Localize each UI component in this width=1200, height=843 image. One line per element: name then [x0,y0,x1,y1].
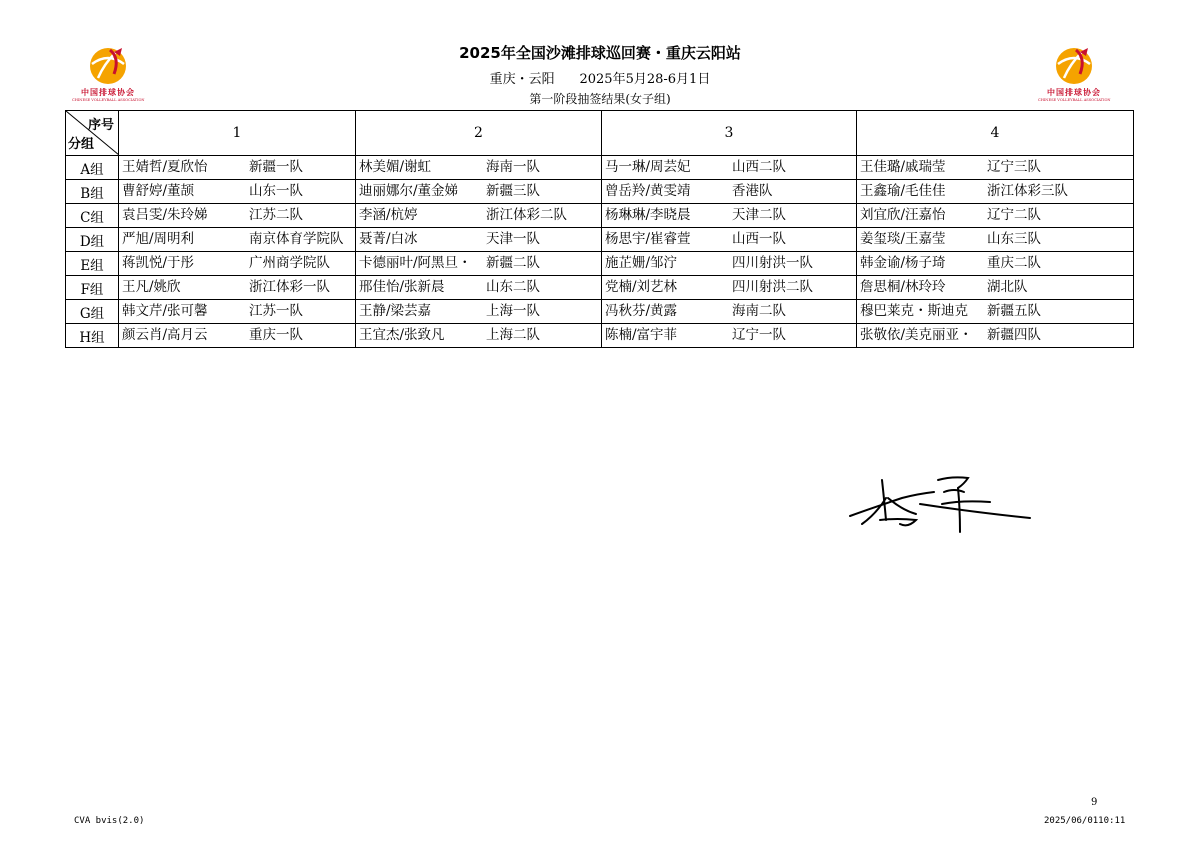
draw-cell [119,204,356,228]
player-pair: 袁吕雯/朱玲娣 [122,207,208,223]
player-pair: 施芷姗/邹泞 [605,255,678,271]
team-name: 上海一队 [486,303,540,319]
software-version: CVA bvis(2.0) [74,816,145,826]
draw-cell [857,252,1134,276]
team-name: 海南二队 [732,303,786,319]
group-name: G组 [66,300,119,324]
table-row [66,228,1134,252]
player-pair: 詹思桐/林玲玲 [860,279,946,295]
draw-cell [356,204,602,228]
table-header-row [66,111,1134,156]
draw-cell [602,204,857,228]
player-pair: 王鑫瑜/毛佳佳 [860,183,946,199]
player-pair: 王佳璐/戚瑞莹 [860,159,946,175]
team-name: 辽宁二队 [987,207,1041,223]
group-name: H组 [66,324,119,348]
group-name: D组 [66,228,119,252]
player-pair: 王婧哲/夏欣怡 [122,159,208,175]
player-pair: 李涵/杭婷 [359,207,418,223]
draw-cell [356,228,602,252]
draw-cell [857,276,1134,300]
draw-cell [857,300,1134,324]
player-pair: 韩金谕/杨子琦 [860,255,946,271]
draw-cell [857,228,1134,252]
group-label: 分组 [68,137,95,152]
logo-caption: 中国排球协会 [81,87,135,97]
team-name: 山东三队 [987,231,1041,247]
draw-cell [119,228,356,252]
group-name: C组 [66,204,119,228]
team-name: 江苏一队 [249,303,303,319]
draw-results-table [65,110,1134,348]
team-name: 浙江体彩三队 [987,183,1068,199]
player-pair: 张敬依/美克丽亚・ [860,327,973,343]
print-timestamp: 2025/06/0110:11 [1044,816,1126,826]
team-name: 江苏二队 [249,207,303,223]
team-name: 新疆四队 [987,327,1041,343]
player-pair: 穆巴莱克・斯迪克 [860,303,968,319]
player-pair: 蒋凯悦/于彤 [122,255,195,271]
event-dates: 2025年5月28-6月1日 [579,72,711,87]
draw-cell [356,276,602,300]
team-name: 四川射洪二队 [732,279,813,295]
draw-cell [119,276,356,300]
team-name: 重庆二队 [987,255,1041,271]
team-name: 新疆一队 [249,159,303,175]
group-name: E组 [66,252,119,276]
player-pair: 王宜杰/张致凡 [359,327,445,343]
team-name: 浙江体彩一队 [249,279,330,295]
team-name: 海南一队 [486,159,540,175]
team-name: 浙江体彩二队 [486,207,567,223]
player-pair: 林美媚/谢虹 [359,159,432,175]
team-name: 山西二队 [732,159,786,175]
draw-cell [602,324,857,348]
player-pair: 杨思宇/崔睿萱 [605,231,691,247]
player-pair: 曹舒婷/董颉 [122,183,195,199]
team-name: 香港队 [732,183,773,199]
player-pair: 王静/梁芸嘉 [359,303,432,319]
draw-cell [602,300,857,324]
player-pair: 王凡/姚欣 [122,279,181,295]
draw-cell [356,180,602,204]
draw-cell [356,324,602,348]
group-name: B组 [66,180,119,204]
draw-cell [602,180,857,204]
player-pair: 严旭/周明利 [122,231,195,247]
team-name: 山东一队 [249,183,303,199]
draw-cell [119,180,356,204]
draw-cell [602,276,857,300]
event-location: 重庆・云阳 [489,72,555,87]
team-name: 辽宁一队 [732,327,786,343]
team-name: 新疆五队 [987,303,1041,319]
team-name: 新疆二队 [486,255,540,271]
team-name: 山西一队 [732,231,786,247]
table-row [66,276,1134,300]
player-pair: 邢佳怡/张新晨 [359,279,445,295]
draw-cell [119,300,356,324]
group-name: F组 [66,276,119,300]
team-name: 上海二队 [486,327,540,343]
table-row [66,204,1134,228]
player-pair: 颜云肖/高月云 [122,327,208,343]
table-row [66,324,1134,348]
column-header: 2 [356,111,602,156]
team-name: 南京体育学院队 [249,231,344,247]
team-name: 新疆三队 [486,183,540,199]
corner-header [66,111,119,156]
logo-subcaption: CHINESE VOLLEYBALL ASSOCIATION [72,98,145,102]
logo-subcaption: CHINESE VOLLEYBALL ASSOCIATION [1038,98,1111,102]
draw-cell [119,324,356,348]
player-pair: 卡德丽叶/阿黑旦・ [359,255,472,271]
draw-cell [356,300,602,324]
draw-cell [602,252,857,276]
draw-cell [356,252,602,276]
group-name: A组 [66,156,119,180]
table-row [66,252,1134,276]
player-pair: 聂菁/白冰 [359,231,418,247]
document-title: 2025年全国沙滩排球巡回赛・重庆云阳站 [459,44,741,62]
player-pair: 曾岳羚/黄雯靖 [605,183,691,199]
column-header: 4 [857,111,1134,156]
draw-cell [857,156,1134,180]
team-name: 广州商学院队 [249,255,330,271]
page-number: 9 [1091,797,1098,808]
draw-cell [119,156,356,180]
player-pair: 冯秋芬/黄露 [605,303,678,319]
column-header: 3 [602,111,857,156]
column-header: 1 [119,111,356,156]
seq-label: 序号 [87,118,114,133]
player-pair: 刘宜欣/汪嘉怡 [860,207,946,223]
team-name: 天津一队 [486,231,540,247]
player-pair: 马一琳/周芸妃 [605,159,691,175]
draw-cell [602,228,857,252]
player-pair: 陈楠/富宇菲 [605,327,678,343]
player-pair: 韩文芹/张可馨 [122,303,208,319]
team-name: 四川射洪一队 [732,255,813,271]
player-pair: 姜玺琰/王嘉莹 [860,231,946,247]
draw-cell [857,180,1134,204]
table-row [66,300,1134,324]
player-pair: 迪丽娜尔/董金娣 [359,183,459,199]
table-row [66,156,1134,180]
draw-cell [356,156,602,180]
team-name: 重庆一队 [249,327,303,343]
draw-cell [119,252,356,276]
team-name: 辽宁三队 [987,159,1041,175]
team-name: 天津二队 [732,207,786,223]
draw-cell [857,204,1134,228]
player-pair: 党楠/刘艺林 [605,279,678,295]
team-name: 湖北队 [987,279,1028,295]
draw-cell [602,156,857,180]
team-name: 山东二队 [486,279,540,295]
signature-image [842,458,1042,538]
stage-heading: 第一阶段抽签结果(女子组) [529,92,671,106]
logo-caption: 中国排球协会 [1047,87,1101,97]
player-pair: 杨琳琳/李晓晨 [605,207,691,223]
draw-cell [857,324,1134,348]
table-row [66,180,1134,204]
event-location-dates [0,68,1200,87]
